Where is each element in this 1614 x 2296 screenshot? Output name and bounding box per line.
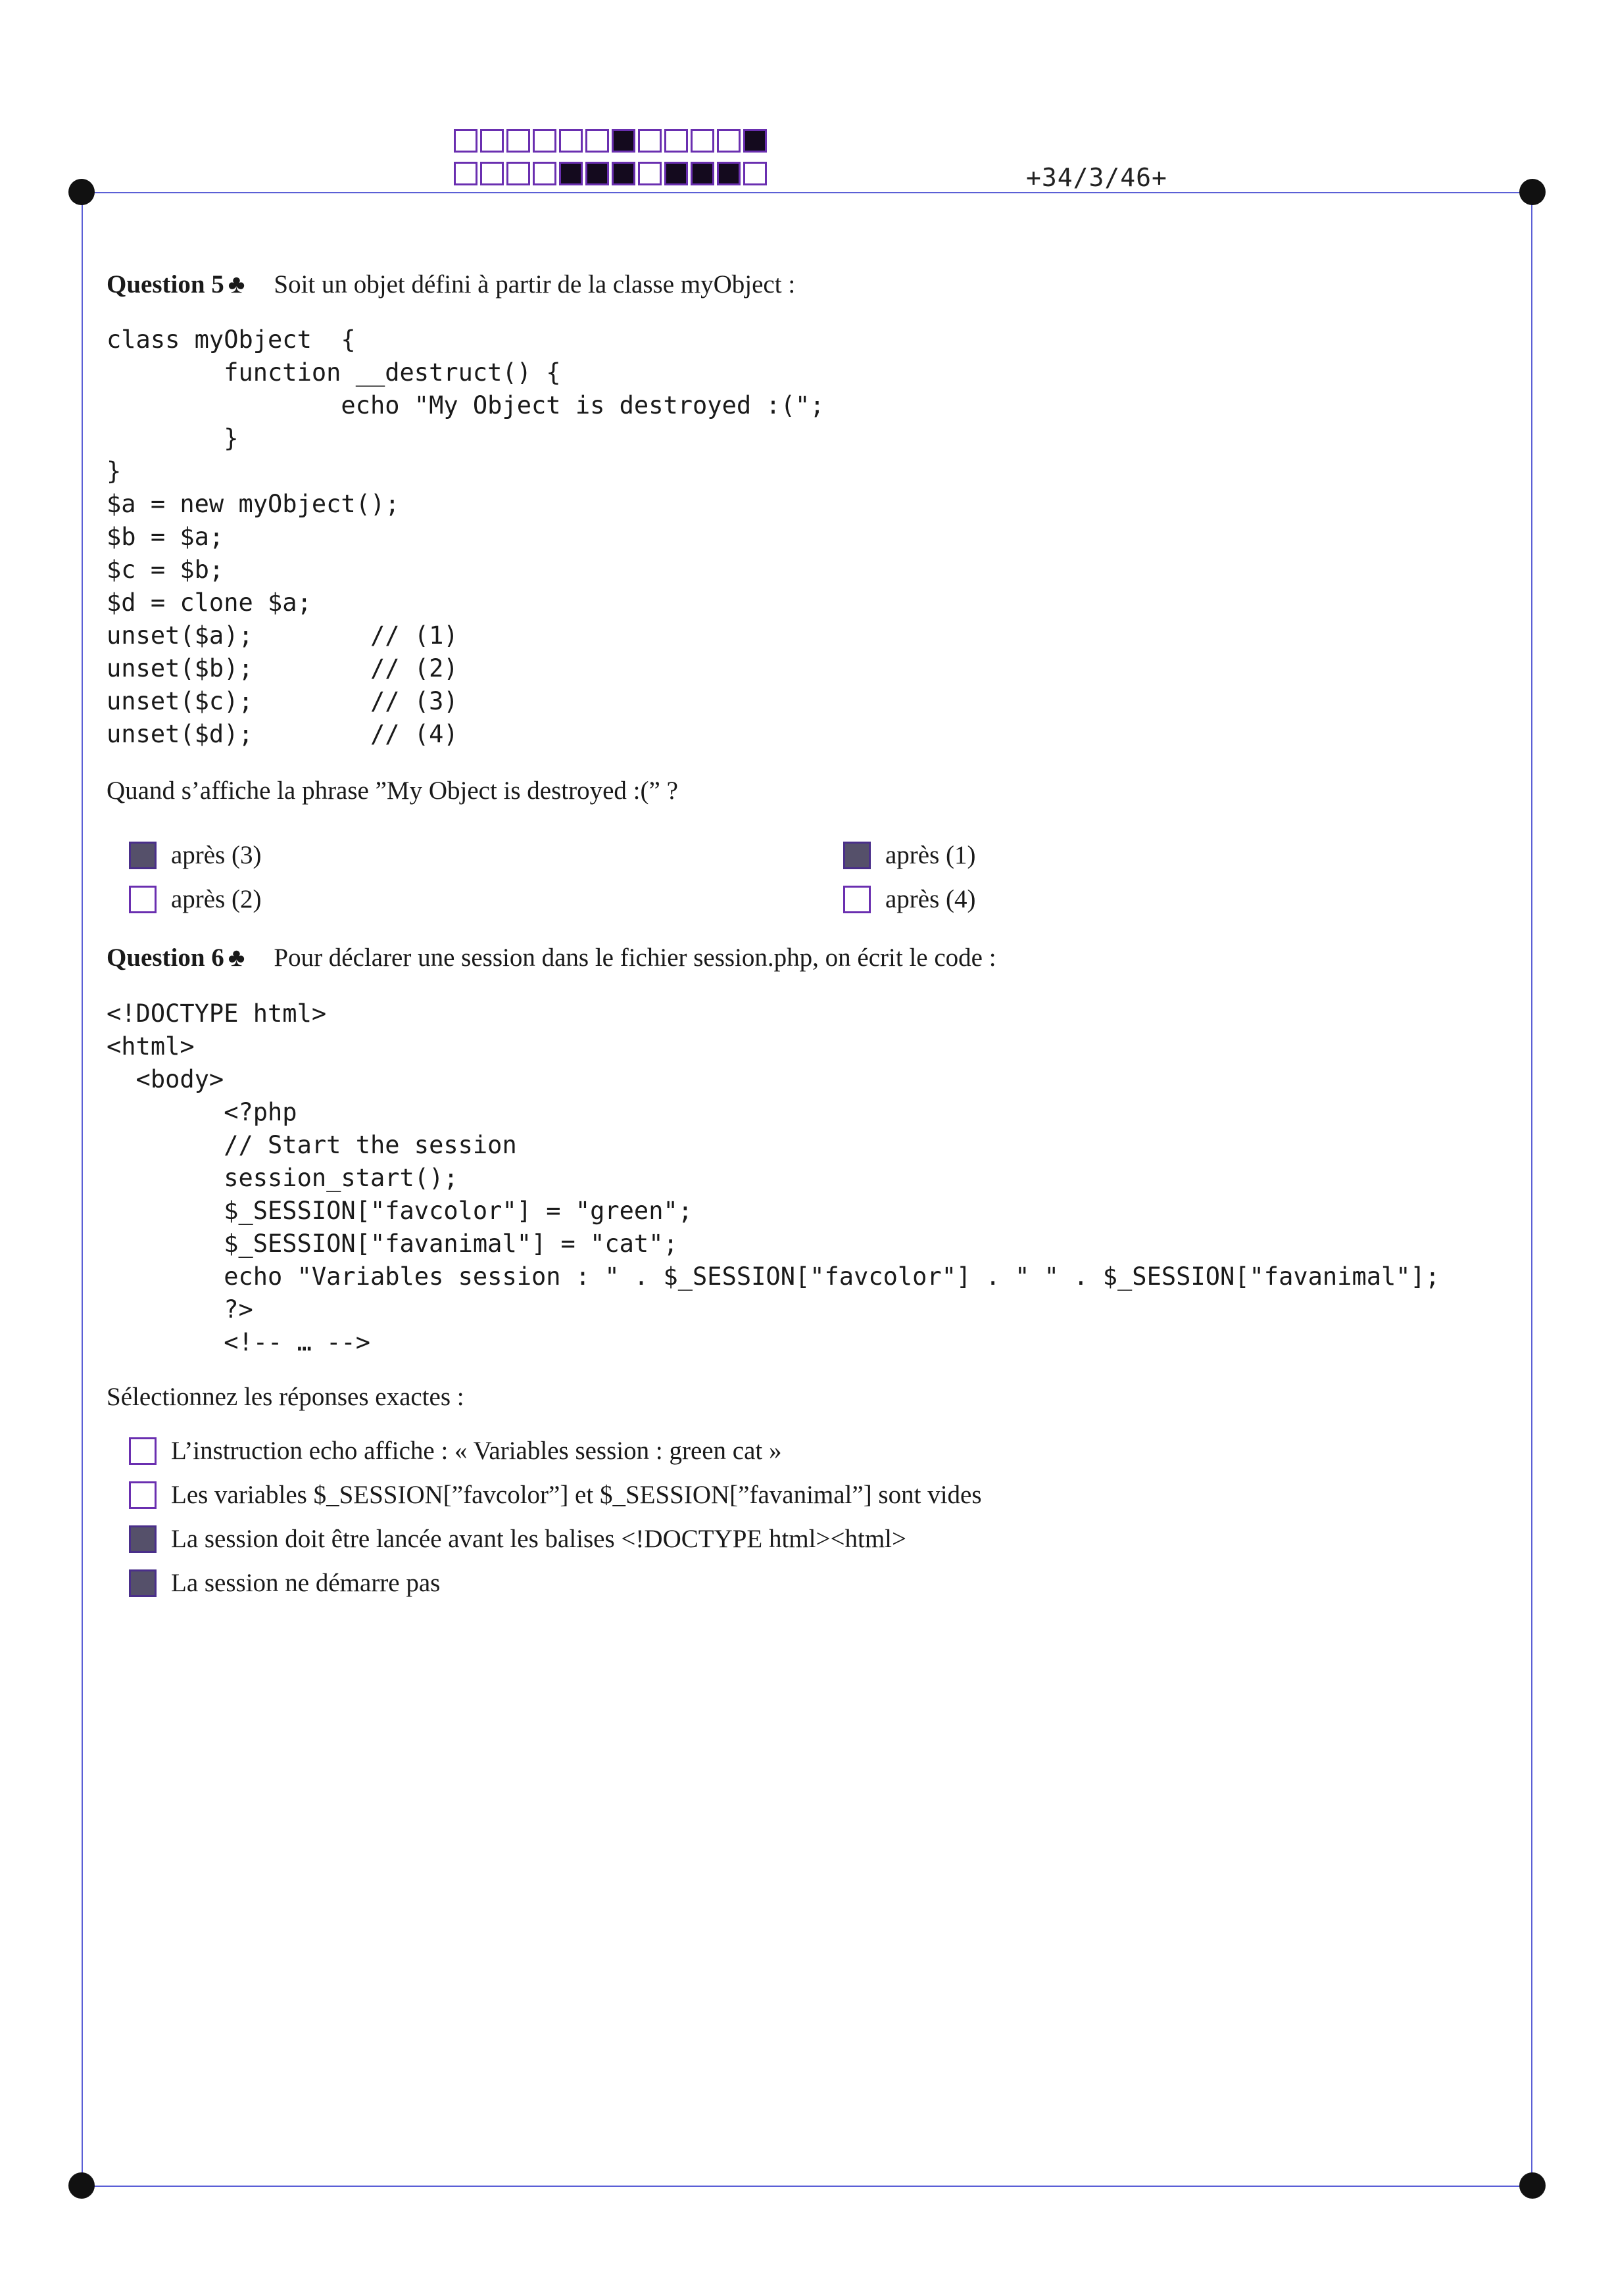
barcode-bottom-cell (664, 162, 688, 185)
question-5-code: class myObject { function __destruct() { echo "My Object is destroyed :("; } } $a = new myObject(); $b = $a; $c = $b; $d = clone $a; unset($a); // (1) unset($b); // (2) unset($c); // (3) unset($d); // (4) (107, 325, 825, 748)
q5-option-after-4[interactable] (843, 884, 976, 914)
frame-bottom-line (82, 2186, 1532, 2187)
question-5-number: Question 5 (107, 270, 224, 299)
question-5-header (107, 270, 795, 299)
barcode-top-cell (506, 129, 530, 153)
barcode-bottom-cell (480, 162, 504, 185)
question-6-prompt: Sélectionnez les réponses exactes : (107, 1383, 464, 1411)
barcode-top-cell (454, 129, 477, 153)
q6-option-label: Les variables $_SESSION[”favcolor”] et $_SESSION[”favanimal”] sont vides (171, 1481, 982, 1509)
page-barcode-bottom (454, 162, 770, 185)
question-5-title: Soit un objet défini à partir de la classe myObject : (274, 270, 796, 299)
frame-right-line (1531, 192, 1532, 872)
corner-mark-top-left (68, 179, 95, 205)
barcode-bottom-cell (612, 162, 635, 185)
barcode-top-cell (691, 129, 714, 153)
barcode-top-cell (559, 129, 583, 153)
barcode-top-cell (533, 129, 556, 153)
barcode-bottom-cell (743, 162, 767, 185)
corner-mark-top-right (1519, 179, 1546, 205)
barcode-bottom-cell (717, 162, 741, 185)
question-6-header (107, 943, 996, 972)
club-icon: ♣ (228, 270, 245, 299)
barcode-top-cell (664, 129, 688, 153)
q6-option-session-not-started[interactable] (129, 1568, 440, 1598)
barcode-top-cell (743, 129, 767, 153)
barcode-top-cell (638, 129, 662, 153)
q5-checkbox-after-1[interactable] (843, 842, 871, 869)
q5-option-after-2[interactable] (129, 884, 262, 914)
question-5-prompt: Quand s’affiche la phrase ”My Object is destroyed :(” ? (107, 777, 678, 805)
q5-option-after-1[interactable] (843, 840, 976, 870)
frame-right-line-lower (1531, 872, 1532, 2187)
q6-option-variables-empty[interactable] (129, 1480, 982, 1510)
q5-option-label: après (2) (171, 885, 262, 913)
club-icon: ♣ (228, 944, 245, 972)
q6-option-session-before-doctype[interactable] (129, 1524, 906, 1554)
question-6-title: Pour déclarer une session dans le fichier session.php, on écrit le code : (274, 944, 996, 972)
barcode-top-cell (585, 129, 609, 153)
frame-left-line (82, 192, 83, 872)
q6-option-label: La session ne démarre pas (171, 1569, 441, 1597)
q6-option-echo-output[interactable] (129, 1436, 782, 1466)
barcode-top-cell (612, 129, 635, 153)
frame-top-line (82, 192, 1532, 193)
q6-checkbox-session-not-started[interactable] (129, 1569, 157, 1597)
q6-checkbox-variables-empty[interactable] (129, 1481, 157, 1509)
barcode-bottom-cell (638, 162, 662, 185)
q5-checkbox-after-3[interactable] (129, 842, 157, 869)
q5-checkbox-after-2[interactable] (129, 886, 157, 913)
q6-option-label: L’instruction echo affiche : « Variables session : green cat » (171, 1437, 782, 1465)
barcode-top-cell (717, 129, 741, 153)
barcode-bottom-cell (691, 162, 714, 185)
frame-left-line-lower (82, 872, 83, 2187)
corner-mark-bottom-left (68, 2172, 95, 2199)
corner-mark-bottom-right (1519, 2172, 1546, 2199)
q5-checkbox-after-4[interactable] (843, 886, 871, 913)
page-code: +34/3/46+ (1026, 163, 1167, 192)
barcode-top-cell (480, 129, 504, 153)
q5-option-after-3[interactable] (129, 840, 262, 870)
barcode-bottom-cell (585, 162, 609, 185)
barcode-bottom-cell (559, 162, 583, 185)
question-6-number: Question 6 (107, 944, 224, 972)
barcode-bottom-cell (533, 162, 556, 185)
q5-option-label: après (3) (171, 841, 262, 869)
barcode-bottom-cell (454, 162, 477, 185)
q6-checkbox-echo-output[interactable] (129, 1437, 157, 1465)
q6-option-label: La session doit être lancée avant les balises <!DOCTYPE html><html> (171, 1525, 906, 1553)
barcode-bottom-cell (506, 162, 530, 185)
q5-option-label: après (1) (885, 841, 976, 869)
question-6-code: <!DOCTYPE html> <html> <body> <?php // Start the session session_start(); $_SESSION["favcolor"] = "green"; $_SESSION["favanimal"] = "cat"; echo "Variables session : " . $_SESSION["favcolor"] . " " . $_SESSION["favanimal"]; ?> <!-- … --> (107, 999, 1440, 1356)
q6-checkbox-session-before-doctype[interactable] (129, 1525, 157, 1553)
q5-option-label: après (4) (885, 885, 976, 913)
page-barcode-top (454, 129, 770, 153)
